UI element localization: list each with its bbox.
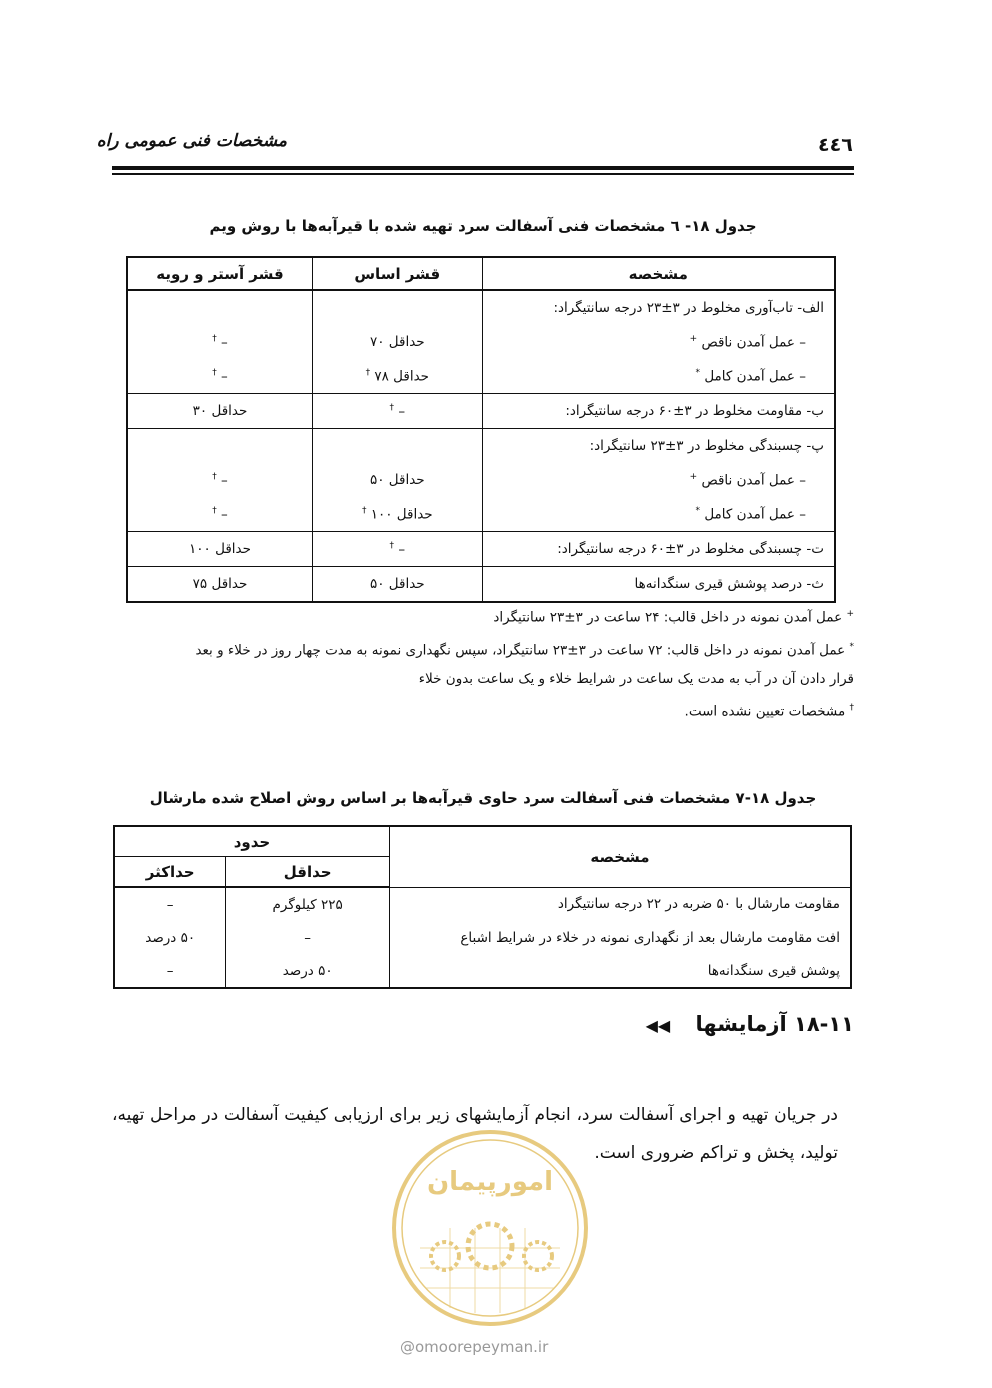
table2-header-min: حداقل [226,857,390,888]
table1 [126,256,836,603]
table-cell [313,429,483,464]
table-cell: – عمل آمدن کامل * [482,359,835,394]
table-row [127,463,835,497]
table-row [127,394,835,429]
table-cell: – † [313,394,483,429]
table2-caption: جدول ۱۸-۷ مشخصات فنی آسفالت سرد حاوی قیرآبه‌ها بر اساس روش اصلاح شده مارشال [149,789,817,807]
page-number: ٤٤٦ [818,134,853,156]
running-header-title: مشخصات فنی عمومی راه [96,131,287,151]
table-cell: – † [127,325,313,359]
dagger-mark: † [361,505,367,516]
body-paragraph: در جریان تهیه و اجرای آسفالت سرد، انجام آزمایشهای زیر برای ارزیابی کیفیت آسفالت در مراحل تهیه، تولید، پخش و تراکم ضروری است. [112,1105,838,1163]
table1-header-base: قشر اساس [313,257,483,290]
table-cell: – [114,887,226,921]
table2-header-spec: مشخصه [389,826,851,887]
seal-text: امورپیمان [426,1167,554,1197]
at-icon: @ [400,1338,415,1356]
note-line: + عمل آمدن نمونه در داخل قالب: ۲۴ ساعت در ۳±۲۳ سانتیگراد [493,609,854,626]
table-cell: حداقل ۵۰ [313,463,483,497]
dagger-mark: † [365,367,371,378]
table-row [127,532,835,567]
table-cell: حداقل ۳۰ [127,394,313,429]
table2 [113,825,852,989]
table-row [127,429,835,464]
table-row [127,567,835,603]
table-cell: – [226,921,390,954]
table-cell: افت مقاومت مارشال بعد از نگهداری نمونه در خلاء در شرایط اشباع [389,921,851,954]
header-rule-thin [112,173,854,175]
table-cell: ۵۰ درصد [114,921,226,954]
table-row [114,921,851,954]
dagger-mark: † [212,471,217,482]
dagger-mark: † [389,402,395,413]
table-cell: حداقل ۷۸ † [313,359,483,394]
table-row [127,359,835,394]
table-cell: ۵۰ درصد [226,954,390,988]
table-cell: حداقل ۷۵ [127,567,313,603]
table-cell: – † [127,463,313,497]
section-heading [646,1012,854,1036]
header-rule-thick [112,166,854,170]
table-cell: حداقل ۱۰۰ † [313,497,483,532]
double-chevron-icon: ◀◀ [645,1016,671,1035]
table2-header-row [114,826,851,857]
table-cell: – † [127,497,313,532]
table-row [127,290,835,325]
table-cell: ث- درصد پوشش قیری سنگدانه‌ها [482,567,835,603]
table-cell: – عمل آمدن ناقص + [482,325,835,359]
table-row [114,954,851,988]
note-line: * عمل آمدن نمونه در داخل قالب: ۷۲ ساعت در ۳±۲۳ سانتیگراد، سپس نگهداری نمونه به مدت چهار روز در خلاء و بعد [195,641,854,658]
site-watermark: @omoorepeyman.ir [400,1338,549,1356]
table-cell: – عمل آمدن کامل * [482,497,835,532]
table-cell [127,290,313,325]
section-title: ۱۸-۱۱ آزمایشها [695,1012,854,1036]
table-cell: ت- چسبندگی مخلوط در ۳±۶۰ درجه سانتیگراد: [482,532,835,567]
table-cell: ب- مقاومت مخلوط در ۳±۶۰ درجه سانتیگراد: [482,394,835,429]
table-row [114,887,851,921]
table-cell: ۲۲۵ کیلوگرم [226,887,390,921]
table-cell: حداقل ۱۰۰ [127,532,313,567]
plus-mark: + [689,333,698,344]
table-row [127,325,835,359]
table2-header-max: حداکثر [114,857,226,888]
table-cell: – † [127,359,313,394]
table-cell: – عمل آمدن ناقص + [482,463,835,497]
dagger-mark: † [212,333,217,344]
table-cell [313,290,483,325]
table1-header-row [127,257,835,290]
table-cell [127,429,313,464]
table1-header-surface: قشر آستر و رویه [127,257,313,290]
note-line: † مشخصات تعیین نشده است. [684,703,854,720]
note-line: قرار دادن آن در آب به مدت یک ساعت در شرایط خلاء و یک ساعت بدون خلاء [418,671,854,687]
dagger-mark: † [389,540,395,551]
table-cell: حداقل ۷۰ [313,325,483,359]
table-cell: – † [313,532,483,567]
table-cell: حداقل ۵۰ [313,567,483,603]
table1-notes [112,600,854,727]
table2-header-limits: حدود [114,826,389,857]
seal-watermark-icon [390,1128,590,1328]
table1-caption: جدول ۱۸- ٦ مشخصات فنی آسفالت سرد تهیه شده با قیرآبه‌ها با روش ویم [209,217,757,235]
table-cell: پوشش قیری سنگدانه‌ها [389,954,851,988]
table-cell: – [114,954,226,988]
plus-mark: + [689,471,698,482]
dagger-mark: † [212,367,217,378]
table-cell: پ- چسبندگی مخلوط در ۳±۲۳ سانتیگراد: [482,429,835,464]
star-mark: * [695,505,701,516]
star-mark: * [695,367,701,378]
table-row [127,497,835,532]
table1-header-spec: مشخصه [482,257,835,290]
dagger-mark: † [212,505,217,516]
table-cell: مقاومت مارشال با ۵۰ ضربه در ۲۲ درجه سانتیگراد [389,887,851,921]
table-cell: الف- تاب‌آوری مخلوط در ۳±۲۳ درجه سانتیگراد: [482,290,835,325]
